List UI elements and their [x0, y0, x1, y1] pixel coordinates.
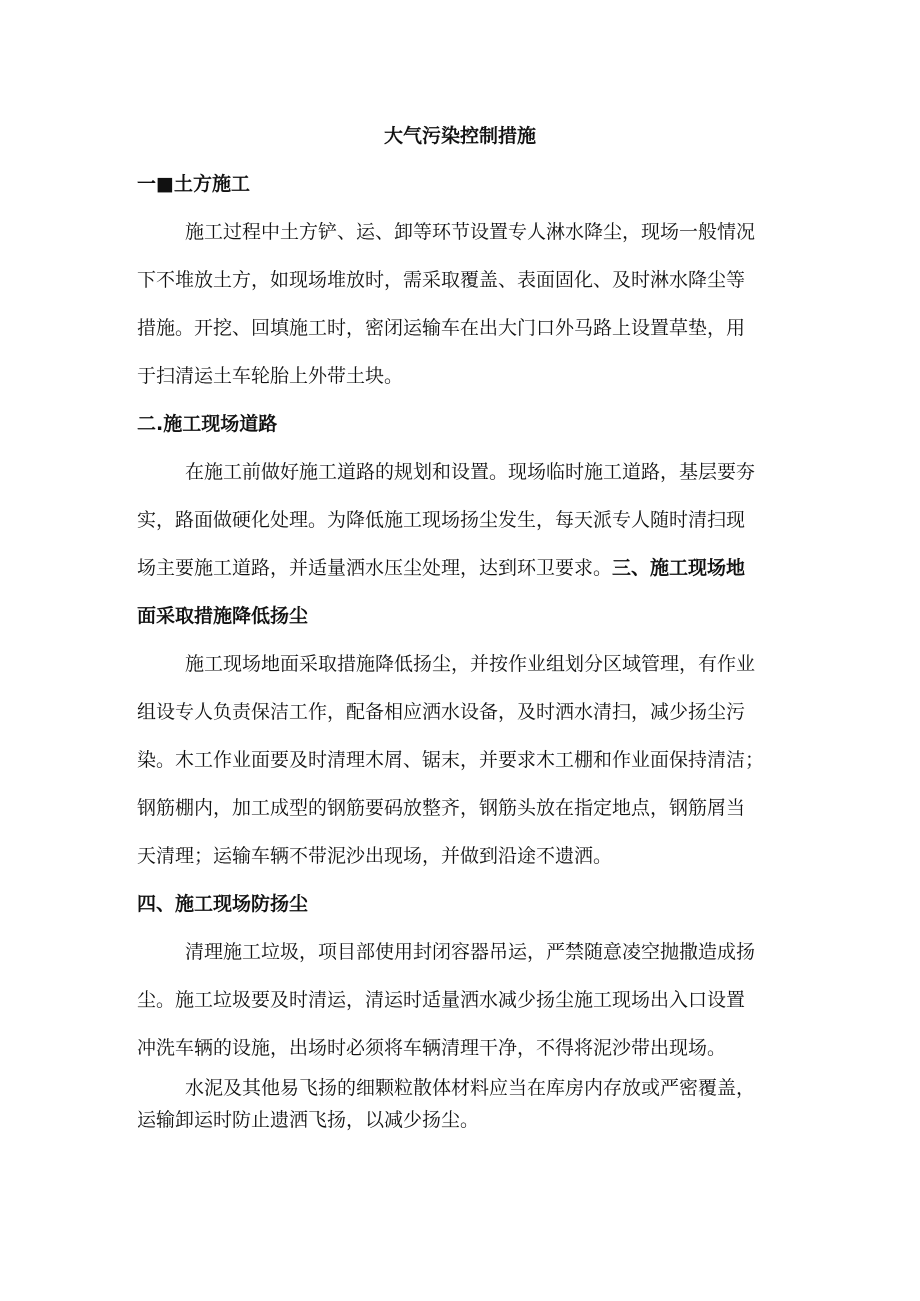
paragraph-line: 染。木工作业面要及时清理木屑、锯末，并要求木工棚和作业面保持清洁；: [137, 749, 765, 771]
paragraph-line: 运输卸运时防止遗洒飞扬，以减少扬尘。: [137, 1109, 480, 1131]
document-title: 大气污染控制措施: [383, 125, 536, 147]
section-heading-earthwork: 一■土方施工: [137, 173, 250, 195]
section-heading-site-roads: 二.施工现场道路: [137, 413, 278, 435]
paragraph-line: 组设专人负责保洁工作，配备相应洒水设备，及时洒水清扫，减少扬尘污: [137, 701, 746, 723]
paragraph-line: 在施工前做好施工道路的规划和设置。现场临时施工道路，基层要夯: [185, 461, 756, 483]
paragraph-line: 天清理；运输车辆不带泥沙出现场，并做到沿途不遗洒。: [137, 845, 613, 867]
section-heading-ground-dust-part1: 三、施工现场地: [612, 557, 746, 579]
paragraph-line: 场主要施工道路，并适量洒水压尘处理，达到环卫要求。: [137, 557, 613, 579]
paragraph-line: 措施。开挖、回填施工时，密闭运输车在出大门口外马路上设置草垫，用: [137, 317, 746, 339]
paragraph-line: 施工现场地面采取措施降低扬尘，并按作业组划分区域管理，有作业: [185, 653, 756, 675]
paragraph-line: 下不堆放土方，如现场堆放时，需采取覆盖、表面固化、及时淋水降尘等: [137, 269, 746, 291]
paragraph-line: 于扫清运土车轮胎上外带土块。: [137, 365, 404, 387]
paragraph-line: 冲洗车辆的设施，出场时必须将车辆清理干净，不得将泥沙带出现场。: [137, 1037, 727, 1059]
paragraph-line: 水泥及其他易飞扬的细颗粒散体材料应当在库房内存放或严密覆盖，: [185, 1077, 756, 1099]
paragraph-line: 钢筋棚内，加工成型的钢筋要码放整齐，钢筋头放在指定地点，钢筋屑当: [137, 797, 746, 819]
paragraph-line: 实，路面做硬化处理。为降低施工现场扬尘发生，每天派专人随时清扫现: [137, 509, 746, 531]
paragraph-line: 清理施工垃圾，项目部使用封闭容器吊运，严禁随意凌空抛撒造成扬: [185, 941, 756, 963]
paragraph-line: 尘。施工垃圾要及时清运，清运时适量洒水减少扬尘施工现场出入口设置: [137, 989, 746, 1011]
section-heading-dust-prevention: 四、施工现场防扬尘: [137, 893, 309, 915]
paragraph-line: 施工过程中土方铲、运、卸等环节设置专人淋水降尘，现场一般情况: [185, 221, 756, 243]
section-heading-ground-dust-part2: 面采取措施降低扬尘: [137, 605, 309, 627]
paragraph-line-with-heading: [137, 554, 745, 582]
